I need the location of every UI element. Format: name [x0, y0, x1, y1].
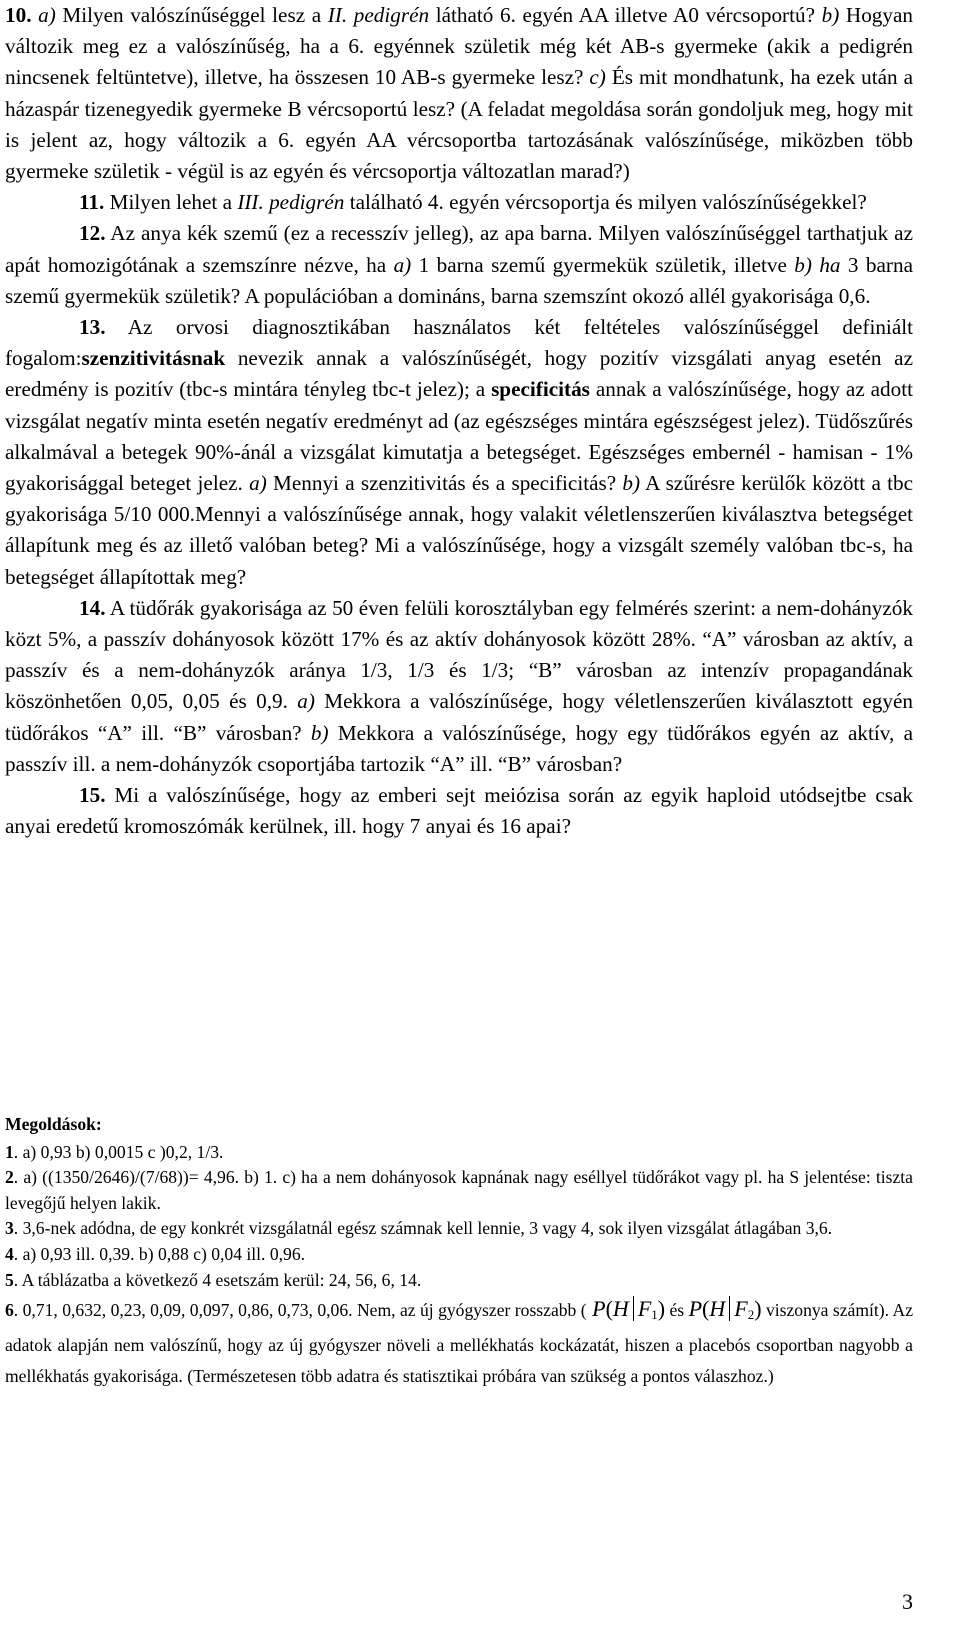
term-specificity: specificitás: [491, 377, 590, 402]
solution-number: 4: [5, 1243, 14, 1264]
problem-text: A szűrésre kerülők között a tbc gyakorisága 5/10 000.Mennyi a valószínűsége annak, hogy valakit véletlenszerűen kiválasztva betegséget állapítunk meg és az illető valóban beteg? Mi a valószínűsége, hogy a vizsgált személy valóban tbc-s, ha betegséget állapítottak meg?: [5, 471, 913, 589]
problem-section: [5, 0, 913, 842]
solution-text: . A táblázatba a következő 4 esetszám kerül: 24, 56, 6, 14.: [13, 1269, 422, 1290]
solution-number: 3: [5, 1218, 14, 1239]
problem-text: Mekkora a valószínűsége, hogy véletlenszerűen kiválasztott egyén tüdőrákos “A” ill. “B” városban?: [5, 689, 913, 745]
problem-number: 10.: [5, 3, 32, 27]
math-symbol: F: [637, 1296, 652, 1322]
problem-number: 14.: [79, 595, 106, 620]
problem-text: található 4. egyén vércsoportja és milyen valószínűségekkel?: [344, 190, 867, 215]
solution-text: . 0,71, 0,632, 0,23, 0,09, 0,097, 0,86, 0,73, 0,06. Nem, az új gyógyszer rosszabb (: [13, 1300, 587, 1321]
problem-12: [5, 218, 913, 312]
part-label: a): [249, 471, 267, 496]
solution-text: . a) 0,93 ill. 0,39. b) 0,88 c) 0,04 ill. 0,96.: [13, 1243, 306, 1264]
solution-number: 5: [5, 1269, 14, 1290]
math-symbol: H: [709, 1296, 726, 1322]
pedigree-reference: II. pedigrén: [327, 3, 430, 27]
solution-text: viszonya számít). Az adatok alapján nem valószínű, hogy az új gyógyszer növeli a mellékhatás kockázatát, hiszen a placebós csoportban nagyobb a mellékhatás gyakorisága. (Természetesen több adatra és statisztikai próbára van szükség a pontos válaszhoz.): [5, 1300, 914, 1387]
solution-3: [5, 1216, 913, 1242]
problem-text: És mit mondhatunk, ha ezek után a házaspár tizenegyedik gyermeke B vércsoportú lesz? (A feladat megoldása során gondoljuk meg, hogy mit is jelent az, hogy változik a 6. egyén AA vércsoportba tartozásának valószínűsége, miközben több gyermeke születik - végül is az egyén és vércsoportja változatlan marad?): [5, 65, 913, 184]
problem-15: [5, 780, 913, 842]
solution-text: . a) ((1350/2646)/(7/68))= 4,96. b) 1. c) ha a nem dohányosok kapnának nagy eséllyel tüdőrákot vagy pl. ha S jelentése: tiszta levegőjű helyen lakik.: [5, 1167, 913, 1213]
problem-13: [5, 312, 913, 593]
math-subscript: 2: [747, 1307, 755, 1323]
solution-number: 1: [5, 1141, 14, 1162]
problem-text: nevezik annak a valószínűségét, hogy pozitív vizsgálati anyag esetén az eredmény is pozitív (tbc-s mintára tényleg tbc-t jelez); a: [5, 346, 913, 402]
problem-number: 13.: [79, 315, 106, 340]
problem-text: Milyen valószínűséggel lesz a: [55, 3, 328, 27]
problem-text: Mekkora a valószínűsége, hogy egy tüdőrákos egyén az aktív, a passzív ill. a nem-dohányzók csoportjába tartozik “A” ill. “B” városban?: [5, 720, 913, 776]
solution-1: [5, 1140, 913, 1166]
solution-text: és: [665, 1300, 689, 1321]
solution-4: [5, 1242, 913, 1268]
problem-text: Hogyan változik meg ez a valószínűség, ha a 6. egyénnek születik még két AB-s gyermeke (akik a pedigrén nincsenek feltüntetve), illetve, ha összesen 10 AB-s gyermeke lesz?: [5, 3, 913, 90]
problem-10: [5, 0, 913, 187]
problem-text: Mi a valószínűsége, hogy az emberi sejt meiózisa során az egyik haploid utódsejtbe csak anyai eredetű kromoszómák kerülnek, ill. hogy 7 anyai és 16 apai?: [5, 783, 913, 839]
problem-text: A tüdőrák gyakorisága az 50 éven felüli korosztályban egy felmérés szerint: a nem-dohányzók közt 5%, a passzív dohányosok között 17% és az aktív dohányosok között 28%. “A” városban az aktív, a passzív és a nem-dohányzók aránya 1/3, 1/3 és 1/3; “B” városban az intenzív propagandának köszönhetően 0,05, 0,05 és 0,9.: [5, 595, 913, 714]
problem-number: 11.: [79, 190, 105, 215]
part-label: b): [310, 720, 329, 745]
solutions-title: [5, 1112, 913, 1138]
part-label: b) ha: [794, 252, 841, 277]
problem-text: 1 barna szemű gyermekük születik, illetve: [411, 252, 795, 277]
solution-6: [5, 1293, 913, 1392]
page-number: 3: [902, 1589, 913, 1614]
solutions-heading: Megoldások:: [5, 1114, 102, 1134]
conditional-bar: [633, 1296, 634, 1321]
problem-14: [5, 593, 913, 780]
solution-2: [5, 1165, 913, 1216]
part-label: b): [821, 3, 840, 27]
math-symbol: F: [734, 1296, 748, 1322]
problem-number: 15.: [79, 783, 106, 808]
math-symbol: H: [612, 1296, 629, 1322]
problem-text: 3 barna szemű gyermekük születik? A populációban a domináns, barna szemszínt okozó allél gyakorisága 0,6.: [5, 252, 913, 308]
solution-number: 6: [5, 1300, 14, 1321]
math-symbol: P: [688, 1296, 703, 1322]
problem-text: Mennyi a szenzitivitás és a specificitás?: [266, 471, 623, 496]
part-label: c): [589, 65, 606, 90]
math-subscript: 1: [651, 1307, 658, 1323]
problem-text: Milyen lehet a: [104, 190, 238, 215]
problem-text: látható 6. egyén AA illetve A0 vércsoportú?: [429, 3, 822, 27]
conditional-probability-formula-1: P(H $F_1$): [592, 1296, 666, 1323]
problem-number: 12.: [79, 221, 106, 246]
term-sensitivity: szenzitivitásnak: [81, 346, 226, 371]
math-symbol: P: [592, 1296, 606, 1322]
part-label: b): [622, 471, 641, 496]
part-label: a): [38, 3, 56, 27]
part-label: a): [393, 252, 412, 277]
solution-number: 2: [5, 1167, 14, 1188]
problem-text: Az orvosi diagnosztikában használatos két feltételes valószínűséggel definiált fogalom:: [5, 315, 913, 371]
solution-text: . 3,6-nek adódna, de egy konkrét vizsgálatnál egész számnak kell lennie, 3 vagy 4, sok ilyen vizsgálat átlagában 3,6.: [13, 1218, 833, 1239]
solutions-section: [5, 1112, 913, 1392]
conditional-probability-formula-2: P(H $F_2$): [688, 1296, 762, 1323]
problem-11: [5, 187, 913, 218]
problem-text: Az anya kék szemű (ez a recesszív jelleg), az apa barna. Milyen valószínűséggel tarthatjuk az apát homozigótának a szemszínre nézve, ha: [5, 221, 913, 277]
pedigree-reference: III. pedigrén: [237, 190, 345, 215]
solution-text: . a) 0,93 b) 0,0015 c )0,2, 1/3.: [13, 1141, 224, 1162]
conditional-bar: [729, 1296, 730, 1321]
solution-5: [5, 1268, 913, 1294]
part-label: a): [297, 689, 315, 714]
problem-text: annak a valószínűsége, hogy az adott vizsgálat negatív minta esetén negatív eredményt ad (az egészséges mintára egészségest jelez). Tüdőszűrés alkalmával a betegek 90%-ánál a vizsgálat kimutatja a betegséget. Egészséges embernél - hamisan - 1% gyakorisággal beteget jelez.: [5, 377, 913, 496]
